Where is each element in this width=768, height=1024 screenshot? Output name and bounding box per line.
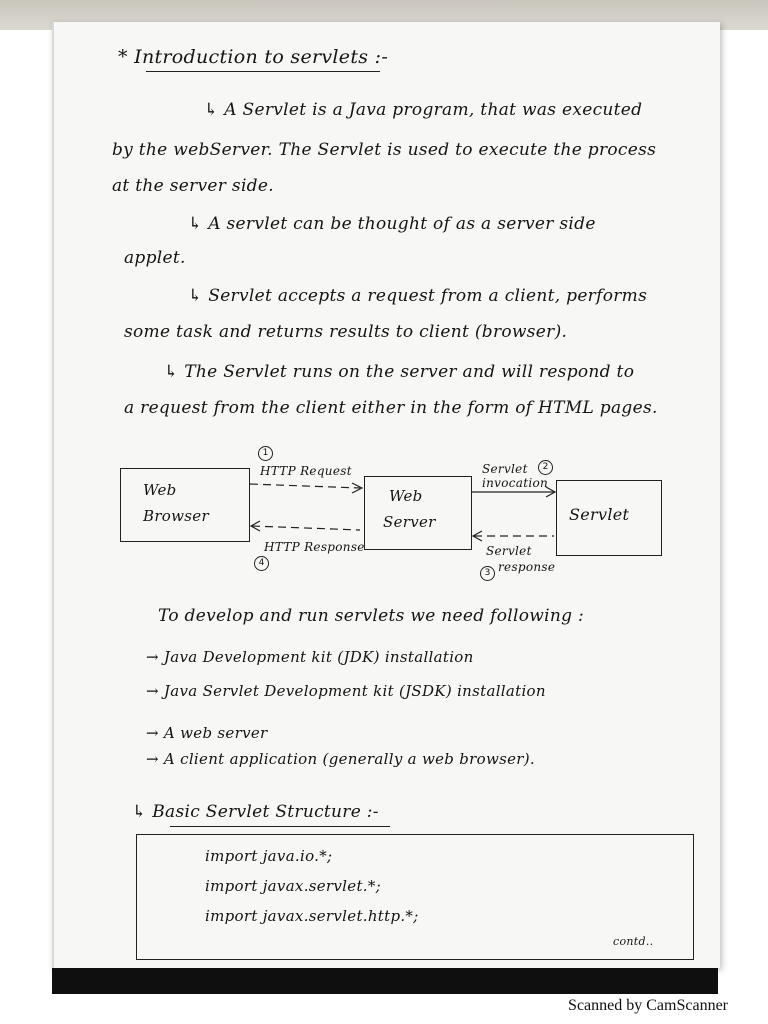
requirement-item: → Java Servlet Development kit (JSDK) installation [146, 682, 546, 700]
para-3-line-1: ↳ Servlet accepts a request from a client, performs [188, 286, 648, 306]
step-2-badge: 2 [538, 460, 553, 475]
step-4-badge: 4 [254, 556, 269, 571]
notebook-page [52, 22, 720, 968]
step-1-badge: 1 [258, 446, 273, 461]
http-request-label: HTTP Request [260, 464, 352, 478]
code-line: import java.io.*; [205, 847, 333, 865]
para-1-line-2: by the webServer. The Servlet is used to execute the process [112, 140, 657, 160]
para-4-line-2: a request from the client either in the form of HTML pages. [124, 398, 658, 418]
requirement-item: → A web server [146, 724, 268, 742]
servlet-invocation-label-2: invocation [482, 476, 549, 490]
servlet-response-label-2: response [498, 560, 556, 574]
web-server-label-2: Server [383, 513, 436, 531]
page-heading-text: * Introduction to servlets :- [118, 46, 389, 68]
para-2-line-1: ↳ A servlet can be thought of as a server side [188, 214, 596, 234]
web-server-label-1: Web [389, 487, 423, 505]
para-1-line-3: at the server side. [112, 176, 274, 196]
para-1-line-1: ↳ A Servlet is a Java program, that was executed [204, 100, 643, 120]
para-4-line-1: ↳ The Servlet runs on the server and will respond to [164, 362, 635, 382]
para-2-line-2: applet. [124, 248, 186, 268]
code-line: import javax.servlet.*; [205, 877, 382, 895]
requirement-item: → A client application (generally a web browser). [146, 750, 535, 768]
contd-note: contd.. [613, 935, 654, 948]
requirements-intro: To develop and run servlets we need following : [158, 606, 585, 626]
scanner-watermark: Scanned by CamScanner [568, 997, 728, 1014]
http-response-label: HTTP Response [264, 540, 365, 554]
web-browser-label-2: Browser [143, 507, 209, 525]
web-browser-label-1: Web [143, 481, 177, 499]
page-bottom-shadow [52, 968, 718, 994]
servlet-response-label-1: Servlet [486, 544, 532, 558]
structure-heading-underline [170, 826, 390, 827]
servlet-invocation-label-1: Servlet [482, 462, 528, 476]
code-box [136, 834, 694, 960]
para-3-line-2: some task and returns results to client (browser). [124, 322, 568, 342]
structure-heading [132, 802, 379, 822]
step-3-badge: 3 [480, 566, 495, 581]
servlet-label: Servlet [569, 505, 630, 524]
requirement-item: → Java Development kit (JDK) installation [146, 648, 474, 666]
structure-heading-text: ↳ Basic Servlet Structure :- [132, 802, 379, 822]
code-line: import javax.servlet.http.*; [205, 907, 419, 925]
